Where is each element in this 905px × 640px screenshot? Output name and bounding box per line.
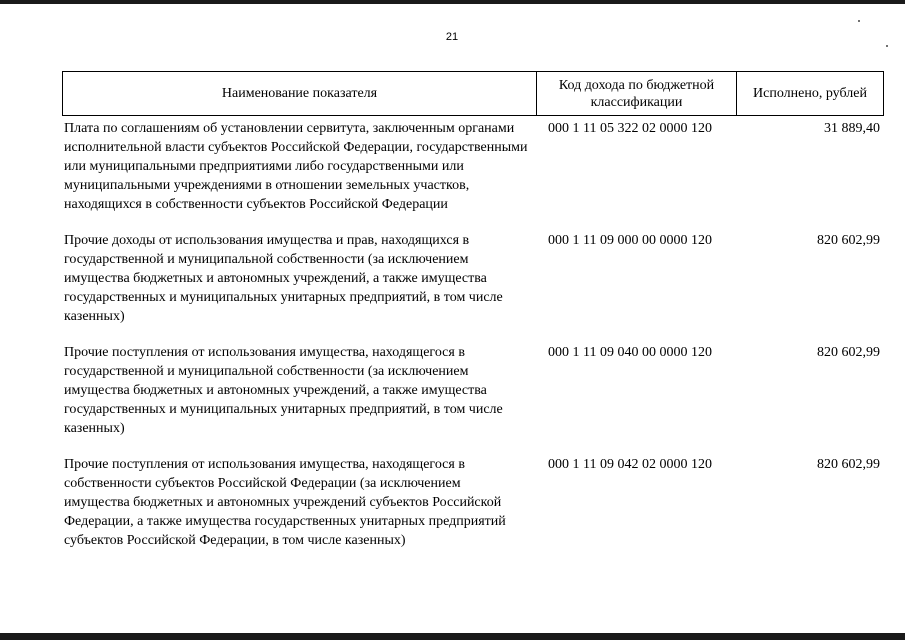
executed-amount: 820 602,99 [817, 345, 880, 360]
table-row [64, 343, 882, 438]
table-body [64, 119, 882, 567]
executed-amount: 31 889,40 [824, 121, 880, 136]
header-amount: Исполнено, рублей [753, 86, 867, 101]
table-header [62, 71, 884, 116]
executed-amount: 820 602,99 [817, 457, 880, 472]
indicator-name: Плата по соглашениям об установлении сервитута, заключенным органами исполнительной власти субъектов Российской Федерации, государственными или муниципальными предприятиями либо государственными или муниципальными учреждениями в отношении земельных участков, находящихся в собственности субъектов Российской Федерации [64, 121, 528, 212]
header-code: Код дохода по бюджетной классификации [537, 72, 737, 115]
budget-code: 000 1 11 09 040 00 0000 120 [548, 345, 712, 360]
budget-code: 000 1 11 09 000 00 0000 120 [548, 233, 712, 248]
scan-bottom-edge [0, 633, 905, 640]
indicator-name: Прочие доходы от использования имущества и прав, находящихся в государственной и муниципальной собственности (за исключением имущества бюджетных и автономных учреждений, а также имущества государственных и муниципальных унитарных предприятий, в том числе казенных) [64, 233, 503, 324]
table-row [64, 231, 882, 326]
scan-speck [886, 45, 888, 47]
scan-speck [858, 20, 860, 22]
table-row [64, 455, 882, 550]
header-name: Наименование показателя [63, 72, 537, 115]
page-number: 21 [445, 31, 459, 43]
budget-code: 000 1 11 09 042 02 0000 120 [548, 457, 712, 472]
table-row [64, 119, 882, 214]
executed-amount: 820 602,99 [817, 233, 880, 248]
budget-code: 000 1 11 05 322 02 0000 120 [548, 121, 712, 136]
scan-top-edge [0, 0, 905, 4]
indicator-name: Прочие поступления от использования имущества, находящегося в государственной и муниципальной собственности (за исключением имущества бюджетных и автономных учреждений, а также имущества государственных и муниципальных унитарных предприятий, в том числе казенных) [64, 345, 503, 436]
indicator-name: Прочие поступления от использования имущества, находящегося в собственности субъектов Российской Федерации (за исключением имущества бюджетных и автономных учреждений субъектов Российской Федерации, а также имущества государственных унитарных предприятий субъектов Российской Федерации, в том числе казенных) [64, 457, 506, 548]
